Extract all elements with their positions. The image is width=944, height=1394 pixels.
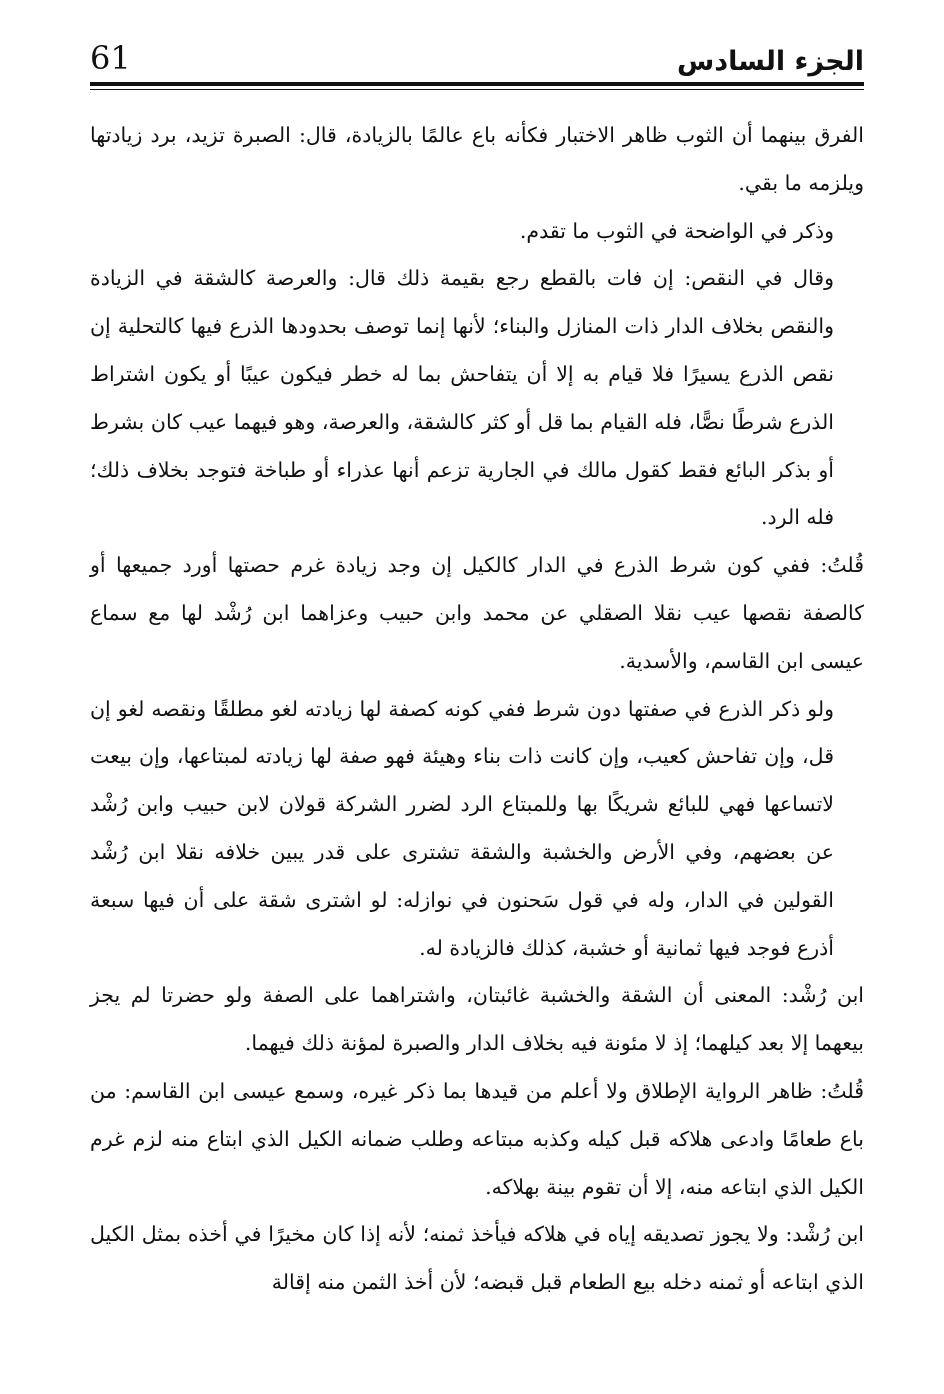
paragraph: ابن رُشْد: المعنى أن الشقة والخشبة غائبتان، واشتراهما على الصفة ولو حضرتا لم يجز بيعهما إلا بعد كيلهما؛ إذ لا مئونة فيه بخلاف الدار والصبرة لمؤنة ذلك فيهما. <box>90 983 864 1056</box>
paragraph: قُلتُ: ففي كون شرط الذرع في الدار كالكيل إن وجد زيادة غرم حصتها أورد جميعها أو كالصفة نقصها عيب نقلا الصقلي عن محمد وابن حبيب وعزاهما ابن رُشْد لها مع سماع عيسى ابن القاسم، والأسدية. <box>90 553 864 673</box>
paragraph: وقال في النقص: إن فات بالقطع رجع بقيمة ذلك قال: والعرصة كالشقة في الزيادة والنقص بخلاف الدار ذات المنازل والبناء؛ لأنها إنما توصف بحدودها الذرع فيها كالتحلية إن نقص الذرع يسيرًا فلا قيام به إلا أن يتفاحش بما له خطر فيكون عيبًا أو يكون اشتراط الذرع شرطًا نصًّا، فله القيام بما قل أو كثر كالشقة، والعرصة، وهو فيهما عيب كان بشرط أو بذكر البائع فقط كقول مالك في الجارية تزعم أنها عذراء أو طباخة فتوجد بخلاف ذلك؛ فله الرد. <box>90 266 834 530</box>
main-text <box>90 112 864 1307</box>
page-number: 61 <box>90 39 131 77</box>
header-rule-thin <box>90 89 864 90</box>
paragraph: ولو ذكر الذرع في صفتها دون شرط ففي كونه كصفة لها زيادته لغو مطلقًا ونقصه لغو إن قل، وإن تفاحش كعيب، وإن كانت ذات بناء وهيئة فهو صفة لها زيادته لمبتاعها، وإن بيعت لاتساعها فهي للبائع شريكًا بها وللمبتاع الرد لضرر الشركة قولان لابن حبيب وابن رُشْد عن بعضهم، وفي الأرض والخشبة والشقة تشترى على قدر يبين خلافه نقلا ابن رُشْد القولين في الدار، وله في قول سَحنون في نوازله: لو اشترى شقة على أن فيها سبعة أذرع فوجد فيها ثمانية أو خشبة، كذلك فالزيادة له. <box>90 696 834 960</box>
running-title: الجزء السادس <box>677 46 864 77</box>
paragraph-continuation: الفرق بينهما أن الثوب ظاهر الاختبار فكأنه باع عالمًا بالزيادة، قال: الصبرة تزيد، برد زيادتها ويلزمه ما بقي. <box>90 123 864 195</box>
paragraph: ابن رُشْد: ولا يجوز تصديقه إياه في هلاكه فيأخذ ثمنه؛ لأنه إذا كان مخيرًا في أخذه بمثل الكيل الذي ابتاعه أو ثمنه دخله بيع الطعام قبل قبضه؛ لأن أخذ الثمن منه إقالة <box>90 1222 864 1295</box>
header-rule-thick <box>90 82 864 86</box>
paragraph: وذكر في الواضحة في الثوب ما تقدم. <box>519 218 834 243</box>
page-header <box>90 36 864 82</box>
paragraph: قُلتُ: ظاهر الرواية الإطلاق ولا أعلم من قيدها بما ذكر غيره، وسمع عيسى ابن القاسم: من باع طعامًا وادعى هلاكه قبل كيله وكذبه مبتاعه وطلب ضمانه الكيل الذي ابتاع منه لزم غرم الكيل الذي ابتاعه منه، إلا أن تقوم بينة بهلاكه. <box>90 1078 864 1199</box>
